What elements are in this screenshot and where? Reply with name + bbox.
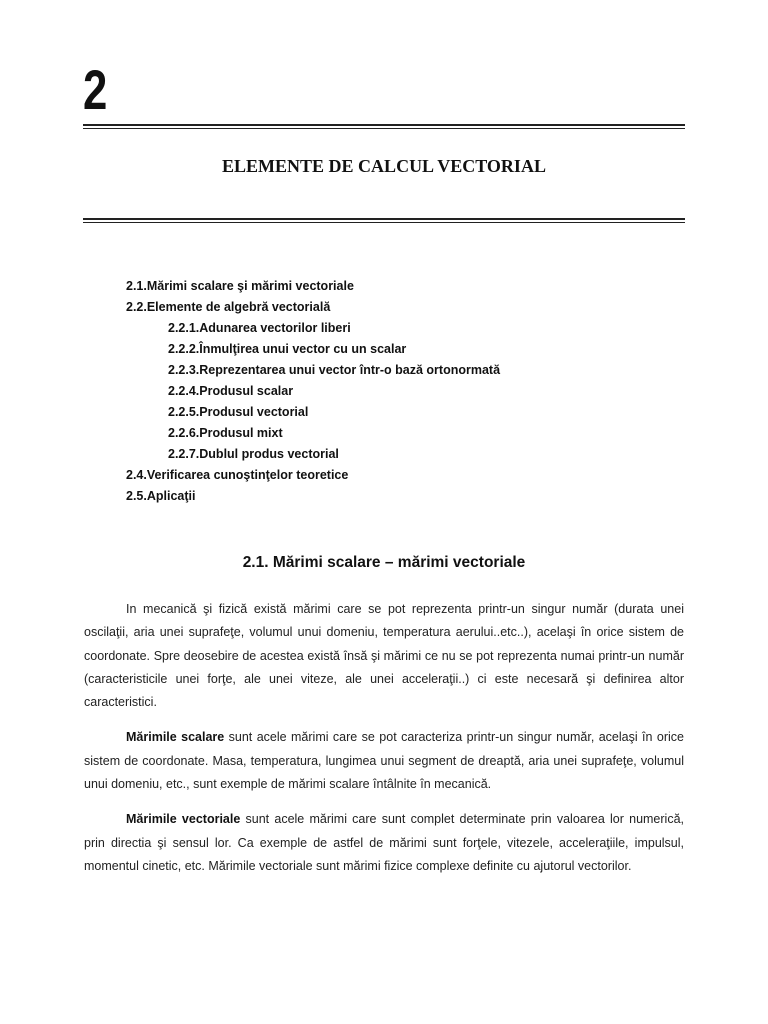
chapter-title: ELEMENTE DE CALCUL VECTORIAL [222, 156, 546, 176]
vector-term: Mărimile vectoriale [126, 812, 241, 827]
paragraph-scalar [84, 726, 684, 796]
toc-item[interactable]: 2.2.2.Înmulţirea unui vector cu un scalar [168, 342, 407, 356]
vector-definition: sunt acele mărimi care sunt complet determinate prin valoarea lor numerică, prin directia şi sensul lor. Ca exemple de astfel de mărimi sunt forţele, vitezele, acceleraţiile, impulsul, momentul cinetic, etc. Mărimile vectoriale sunt mărimi fizice complexe definite cu ajutorul vectorilor. [84, 812, 684, 873]
toc-item[interactable]: 2.4.Verificarea cunoştinţelor teoretice [126, 468, 349, 482]
toc-item[interactable]: 2.2.1.Adunarea vectorilor liberi [168, 321, 351, 335]
table-of-contents [0, 276, 768, 507]
bottom-divider-thick [83, 218, 685, 220]
toc-item[interactable]: 2.2.4.Produsul scalar [168, 384, 294, 398]
section-heading: 2.1. Mărimi scalare – mărimi vectoriale [242, 554, 526, 571]
paragraph-intro: In mecanică şi fizică există mărimi care se pot reprezenta printr-un singur număr (durata unei oscilaţii, aria unei suprafeţe, volumul unui domeniu, temperatura aerului..etc..), acelaşi în orice sistem de coordonate. Spre deosebire de acestea există însă şi mărimi ce nu se pot reprezenta numai printr-un număr (caracteristicile unei forţe, ale unei viteze, ale unei acceleraţii..) ci este necesară şi definirea altor caracteristici. [84, 602, 684, 710]
top-divider-thick [83, 124, 685, 126]
top-divider [83, 124, 685, 129]
paragraph-vector [84, 808, 684, 878]
toc-item[interactable]: 2.2.3.Reprezentarea unui vector într-o bază ortonormată [168, 363, 501, 377]
scalar-definition: sunt acele mărimi care se pot caracteriza printr-un singur număr, acelaşi în orice sistem de coordonate. Masa, temperatura, lungimea unui segment de dreaptă, aria unei suprafeţe, volumul unui domeniu, etc., sunt exemple de mărimi scalare întâlnite în mecanică. [84, 730, 684, 792]
chapter-number: 2 [83, 58, 107, 121]
bottom-divider-thin [83, 222, 685, 223]
toc-item[interactable]: 2.1.Mărimi scalare şi mărimi vectoriale [126, 279, 354, 293]
top-divider-thin [83, 128, 685, 129]
section-body [84, 598, 684, 890]
scalar-term: Mărimile scalare [126, 730, 225, 745]
toc-item[interactable]: 2.2.5.Produsul vectorial [168, 405, 309, 419]
toc-item[interactable]: 2.2.7.Dublul produs vectorial [168, 447, 339, 461]
toc-item[interactable]: 2.5.Aplicaţii [126, 489, 196, 503]
toc-item[interactable]: 2.2.6.Produsul mixt [168, 426, 283, 440]
bottom-divider [83, 218, 685, 223]
toc-item[interactable]: 2.2.Elemente de algebră vectorială [126, 300, 331, 314]
